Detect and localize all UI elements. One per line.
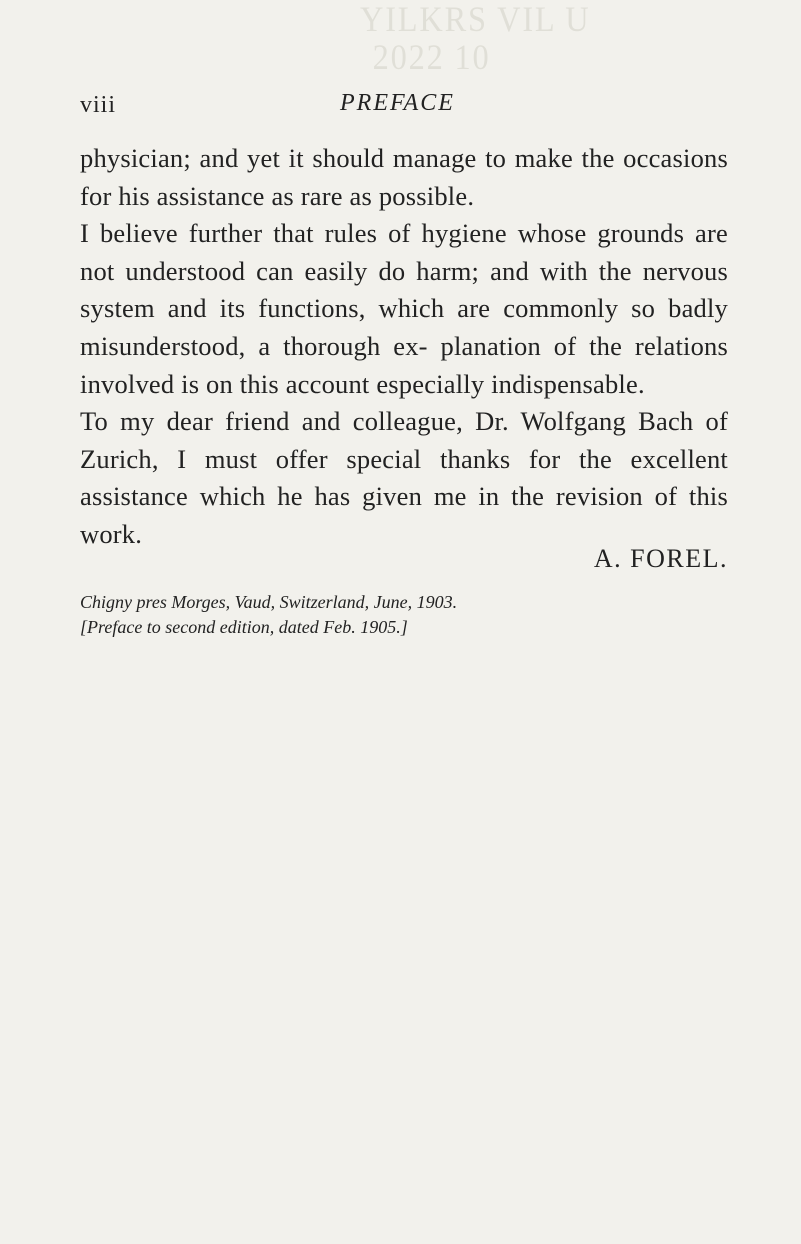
paragraph-2: I believe further that rules of hygiene whose grounds are not understood can easily do harm; and with the nervous system and its functions, which are commonly so badly misunderstood, a thorough ex- planation of the relations involved is on this account especially indispensable. bbox=[80, 218, 728, 399]
dateline-edition-note: [Preface to second edition, dated Feb. 1905.] bbox=[80, 617, 408, 637]
author-signature: A. FOREL. bbox=[593, 544, 728, 573]
body-text bbox=[80, 140, 728, 554]
bleed-through-text bbox=[360, 0, 590, 76]
paragraph-3: To my dear friend and colleague, Dr. Wolfgang Bach of Zurich, I must offer special thanks for the excellent assistance which he has given me in the revision of this work. bbox=[80, 406, 728, 549]
running-head bbox=[80, 90, 730, 120]
page-number: viii bbox=[80, 92, 117, 118]
dateline-place-date: Chigny pres Morges, Vaud, Switzerland, June, 1903. bbox=[80, 592, 458, 612]
bleed-through-line-1: YILKRS VIL U bbox=[360, 0, 591, 39]
running-head-title: PREFACE bbox=[340, 90, 455, 116]
bleed-through-line-2: 2022 10 bbox=[372, 37, 491, 77]
dateline bbox=[80, 590, 728, 640]
paragraph-1: physician; and yet it should manage to make the occasions for his assistance as rare as possible. bbox=[80, 143, 728, 211]
